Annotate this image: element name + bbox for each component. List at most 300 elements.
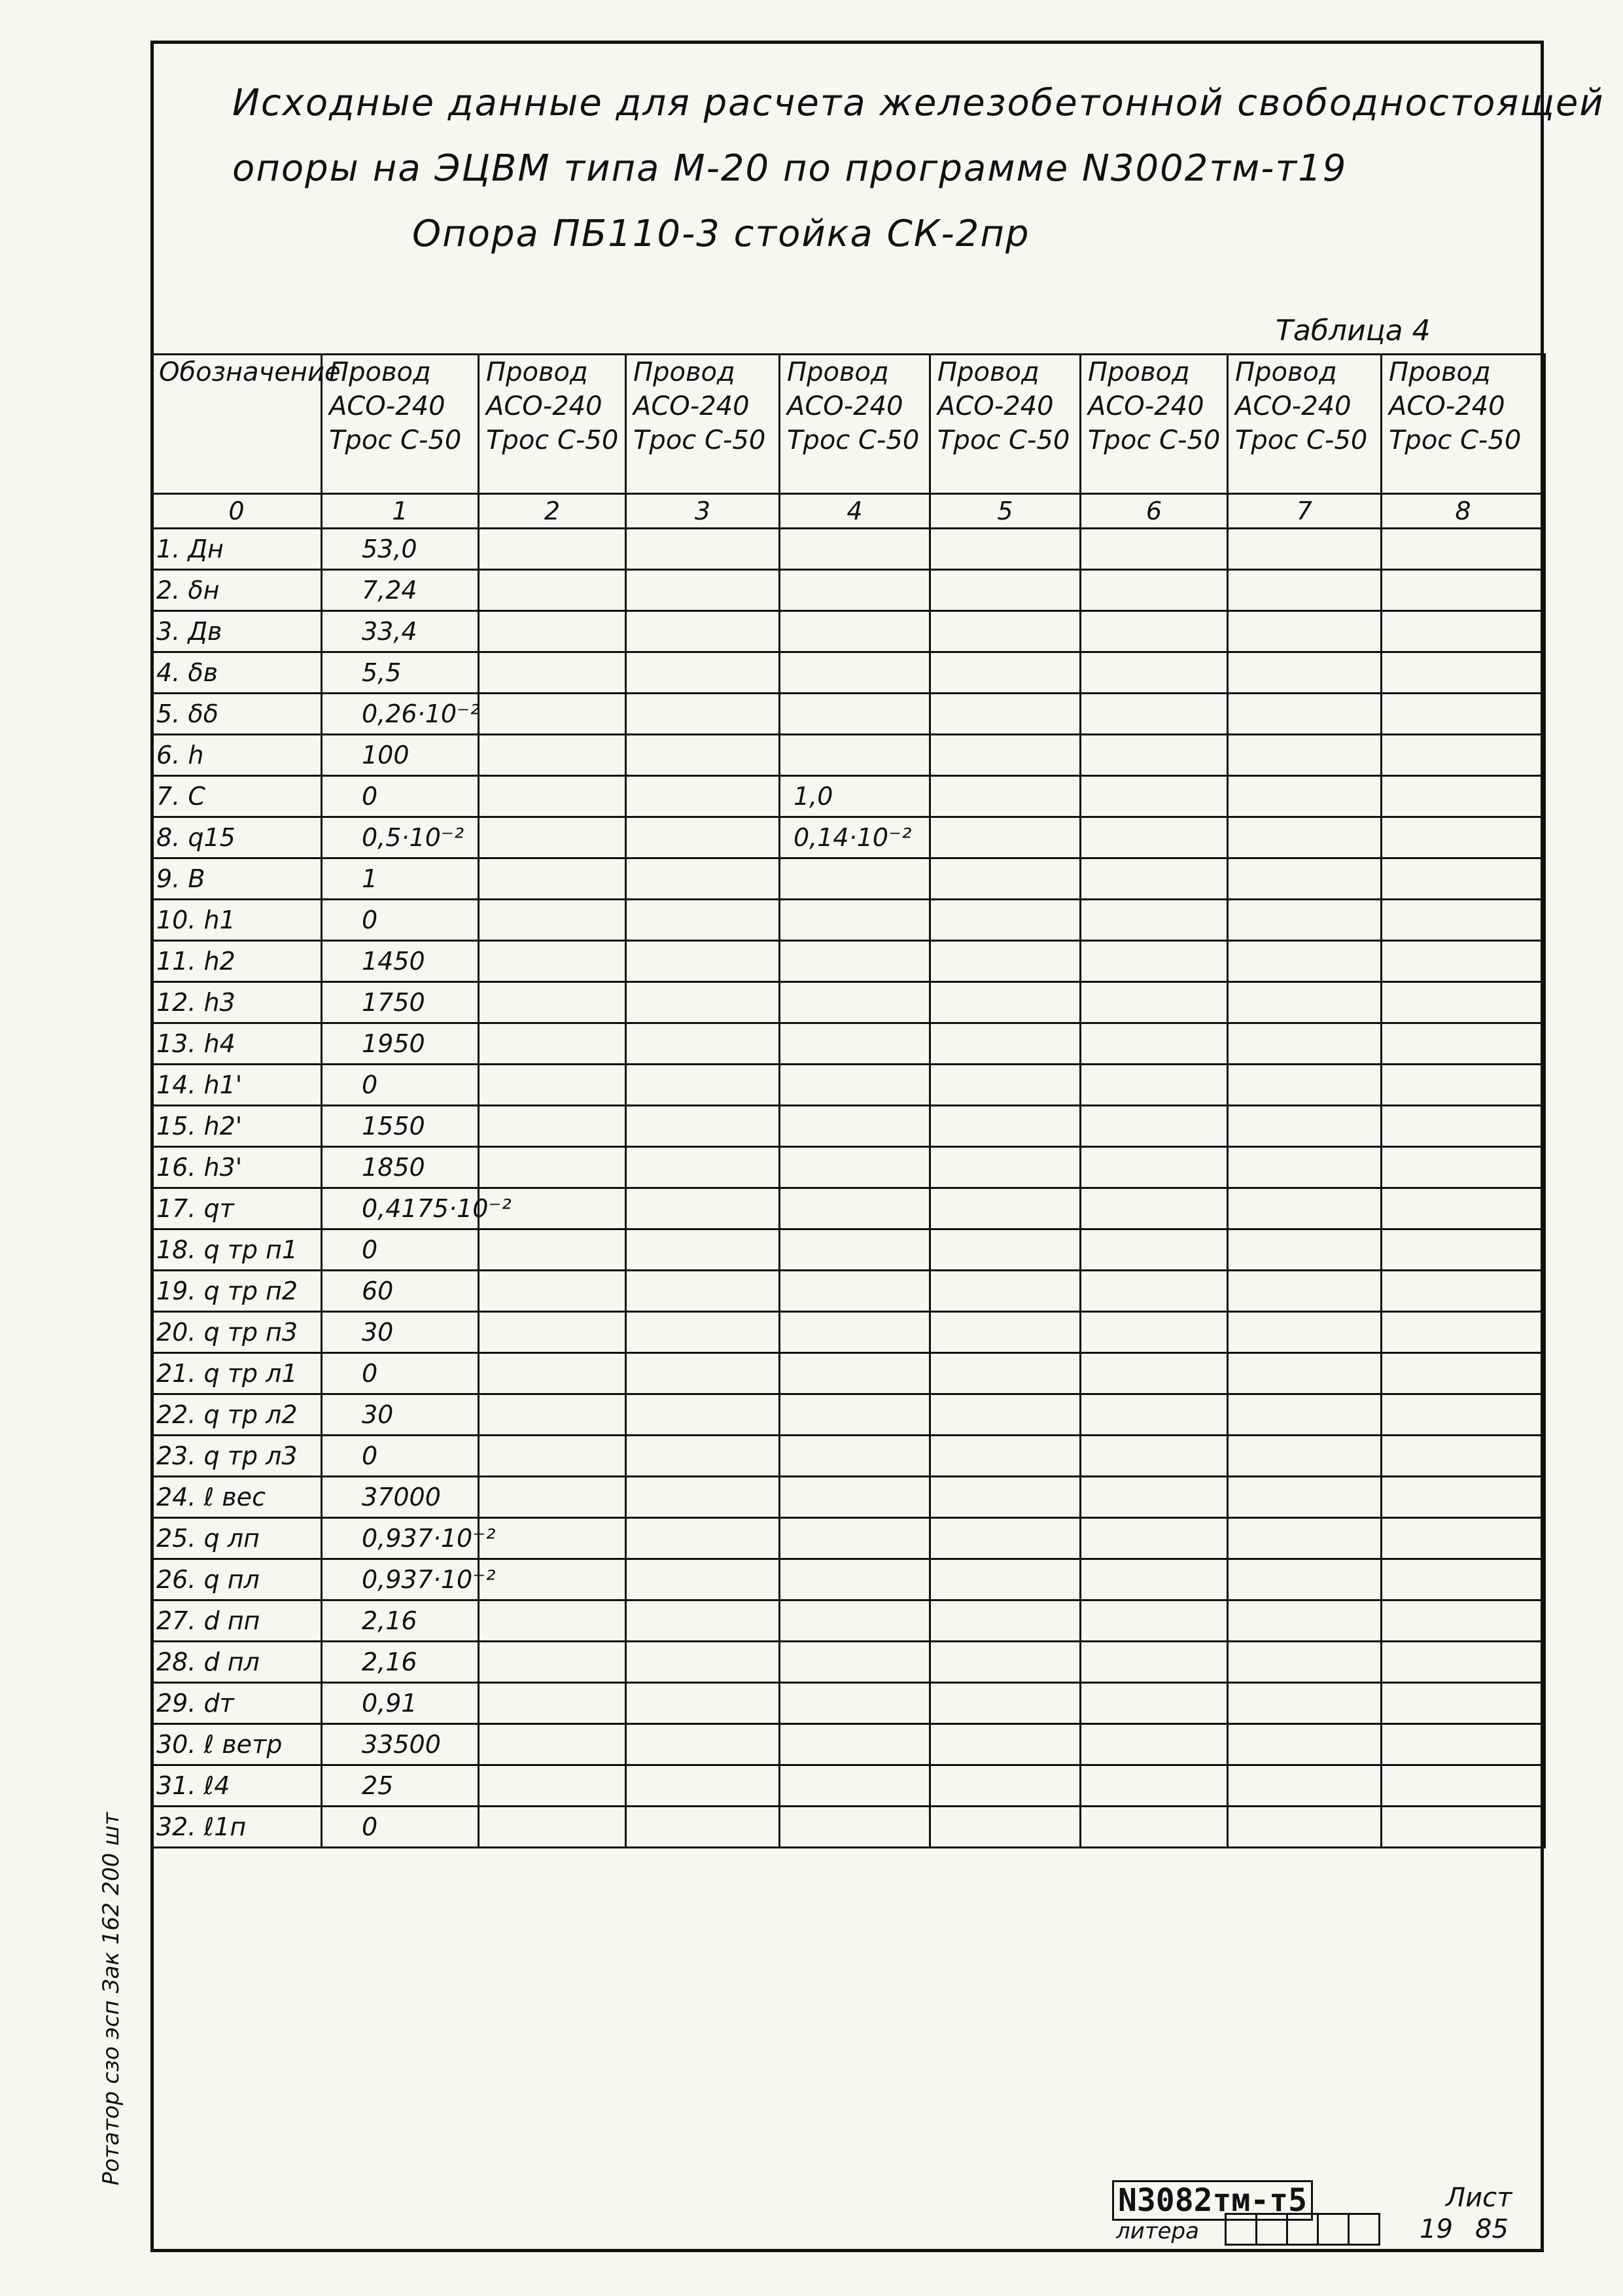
column-header-4 [780,355,930,494]
column-header-text: Трос С-50 [486,425,619,455]
empty-cell [1081,1477,1228,1518]
table-row [152,1559,1545,1600]
empty-cell [1382,1559,1545,1600]
empty-cell [1081,611,1228,652]
empty-cell [479,1518,626,1559]
title-block-stamp [1112,2180,1544,2246]
empty-cell [1382,817,1545,858]
empty-cell [930,1353,1081,1394]
row-value-col4 [780,1600,930,1642]
row-label: 5. δδ [152,694,322,735]
table-row [152,1394,1545,1436]
empty-cell [1081,1436,1228,1477]
empty-cell [930,529,1081,570]
empty-cell [479,1353,626,1394]
row-label: 13. h4 [152,1023,322,1065]
empty-cell [930,652,1081,694]
empty-cell [479,1312,626,1353]
empty-cell [479,529,626,570]
empty-cell [1081,817,1228,858]
empty-cell [930,611,1081,652]
column-header-text: Провод [329,357,431,387]
empty-cell [1382,1724,1545,1765]
empty-cell [479,652,626,694]
empty-cell [1228,941,1382,982]
row-value-col4 [780,1765,930,1807]
empty-cell [1228,529,1382,570]
row-value-col4 [780,1724,930,1765]
empty-cell [930,1312,1081,1353]
row-value-col4 [780,1394,930,1436]
empty-cell [626,1600,780,1642]
empty-cell [626,817,780,858]
row-label: 15. h2' [152,1106,322,1147]
row-value-col4 [780,941,930,982]
empty-cell [930,1724,1081,1765]
column-number-0: 0 [152,494,322,529]
row-value-col1: 60 [322,1271,479,1312]
row-value-col4 [780,1065,930,1106]
empty-cell [626,1312,780,1353]
row-value-col1: 1450 [322,941,479,982]
row-value-col1: 1750 [322,982,479,1023]
empty-cell [626,776,780,817]
empty-cell [1228,1600,1382,1642]
empty-cell [626,694,780,735]
table-row [152,900,1545,941]
row-value-col1: 0 [322,900,479,941]
row-value-col1: 2,16 [322,1642,479,1683]
empty-cell [479,1600,626,1642]
row-label: 9. B [152,858,322,900]
empty-cell [1081,1271,1228,1312]
table-row [152,611,1545,652]
row-value-col1: 0 [322,1807,479,1848]
empty-cell [1081,1765,1228,1807]
table-row [152,858,1545,900]
empty-cell [1081,1807,1228,1848]
empty-cell [479,1394,626,1436]
empty-cell [1382,941,1545,982]
empty-cell [1228,1807,1382,1848]
row-label: 18. q тр п1 [152,1229,322,1271]
column-header-text: Обозначение [159,357,341,387]
empty-cell [1228,776,1382,817]
row-value-col4 [780,858,930,900]
row-value-col4 [780,570,930,611]
document-code: N3082тм-т5 [1112,2180,1313,2221]
row-value-col1: 33500 [322,1724,479,1765]
sheets-total: 85 [1475,2214,1509,2244]
empty-cell [626,941,780,982]
empty-cell [930,900,1081,941]
table-row [152,1065,1545,1106]
row-label: 28. d пл [152,1642,322,1683]
empty-cell [1081,1106,1228,1147]
column-header-text: Трос С-50 [1235,425,1368,455]
empty-cell [930,1271,1081,1312]
litera-cells [1227,2213,1380,2246]
empty-cell [1081,900,1228,941]
row-value-col1: 0 [322,1229,479,1271]
row-value-col4: 1,0 [780,776,930,817]
empty-cell [1228,1477,1382,1518]
empty-cell [1228,735,1382,776]
empty-cell [930,1065,1081,1106]
empty-cell [1228,900,1382,941]
row-value-col4 [780,1518,930,1559]
row-value-col1: 30 [322,1312,479,1353]
row-value-col4 [780,1312,930,1353]
empty-cell [626,1477,780,1518]
empty-cell [479,1065,626,1106]
empty-cell [479,1559,626,1600]
empty-cell [1081,735,1228,776]
table-row [152,1147,1545,1188]
column-header-text: АСО-240 [1235,391,1352,421]
row-value-col4 [780,611,930,652]
row-label: 22. q тр л2 [152,1394,322,1436]
column-header-text: Провод [1235,357,1337,387]
empty-cell [930,1600,1081,1642]
empty-cell [479,1147,626,1188]
column-header-text: Трос С-50 [1088,425,1221,455]
row-label: 23. q тр л3 [152,1436,322,1477]
empty-cell [479,776,626,817]
table-row [152,817,1545,858]
table-row [152,1271,1545,1312]
empty-cell [479,817,626,858]
empty-cell [626,1188,780,1229]
empty-cell [930,941,1081,982]
empty-cell [626,982,780,1023]
title-line-3: Опора ПБ110-3 стойка СК-2пр [412,213,1030,255]
column-header-0 [152,355,341,494]
empty-cell [626,652,780,694]
empty-cell [626,1559,780,1600]
column-number-7: 7 [1228,494,1382,529]
row-value-col4 [780,694,930,735]
row-value-col4 [780,1807,930,1848]
empty-cell [930,735,1081,776]
row-value-col1: 0,26·10⁻² [322,694,479,735]
empty-cell [1081,1353,1228,1394]
row-value-col1: 30 [322,1394,479,1436]
empty-cell [1081,1188,1228,1229]
empty-cell [479,900,626,941]
empty-cell [930,817,1081,858]
row-label: 25. q лп [152,1518,322,1559]
table-row [152,1023,1545,1065]
empty-cell [1382,1065,1545,1106]
row-label: 8. q15 [152,817,322,858]
row-value-col4 [780,1436,930,1477]
empty-cell [930,776,1081,817]
empty-cell [626,1147,780,1188]
table-row [152,1106,1545,1147]
column-number-4: 4 [780,494,930,529]
empty-cell [479,1229,626,1271]
empty-cell [1081,982,1228,1023]
empty-cell [1228,982,1382,1023]
empty-cell [626,1023,780,1065]
row-value-col4 [780,652,930,694]
column-header-text: АСО-240 [486,391,602,421]
empty-cell [1382,570,1545,611]
table-row [152,776,1545,817]
row-value-col4 [780,735,930,776]
table-row [152,1436,1545,1477]
empty-cell [479,1724,626,1765]
table-row [152,1312,1545,1353]
empty-cell [479,1477,626,1518]
empty-cell [1382,1600,1545,1642]
empty-cell [930,1106,1081,1147]
column-header-text: АСО-240 [787,391,903,421]
empty-cell [1382,1683,1545,1724]
row-label: 3. Дв [152,611,322,652]
empty-cell [626,735,780,776]
empty-cell [930,1477,1081,1518]
empty-cell [1382,735,1545,776]
table-row [152,941,1545,982]
row-value-col1: 37000 [322,1477,479,1518]
empty-cell [1382,1353,1545,1394]
empty-cell [1228,1312,1382,1353]
column-number-6: 6 [1081,494,1228,529]
column-header-text: Провод [486,357,588,387]
empty-cell [1382,1271,1545,1312]
empty-cell [1382,1518,1545,1559]
column-header-text: Провод [1389,357,1491,387]
column-header-5 [930,355,1081,494]
sheet-number: 19 [1420,2214,1453,2244]
empty-cell [1228,1394,1382,1436]
column-header-text: Провод [787,357,889,387]
row-label: 4. δв [152,652,322,694]
empty-cell [1228,817,1382,858]
empty-cell [1228,1765,1382,1807]
empty-cell [1228,652,1382,694]
empty-cell [1228,1188,1382,1229]
row-value-col1: 7,24 [322,570,479,611]
table-row [152,1642,1545,1683]
empty-cell [626,1394,780,1436]
empty-cell [479,735,626,776]
empty-cell [626,570,780,611]
empty-cell [626,1807,780,1848]
empty-cell [930,1642,1081,1683]
empty-cell [626,858,780,900]
empty-cell [1228,1023,1382,1065]
column-header-text: Трос С-50 [937,425,1070,455]
empty-cell [1382,858,1545,900]
table-row [152,1683,1545,1724]
empty-cell [626,1106,780,1147]
row-label: 20. q тр п3 [152,1312,322,1353]
empty-cell [1382,1023,1545,1065]
empty-cell [479,1436,626,1477]
row-label: 6. h [152,735,322,776]
empty-cell [1081,1023,1228,1065]
empty-cell [1228,1353,1382,1394]
empty-cell [1081,941,1228,982]
row-value-col4: 0,14·10⁻² [780,817,930,858]
row-label: 32. ℓ1п [152,1807,322,1848]
empty-cell [930,1394,1081,1436]
row-label: 1. Дн [152,529,322,570]
row-label: 11. h2 [152,941,322,982]
row-value-col1: 0,91 [322,1683,479,1724]
empty-cell [930,1765,1081,1807]
empty-cell [1228,1683,1382,1724]
column-header-text: Провод [1088,357,1190,387]
empty-cell [479,1023,626,1065]
empty-cell [1081,1147,1228,1188]
empty-cell [626,1229,780,1271]
row-label: 29. dт [152,1683,322,1724]
empty-cell [1228,611,1382,652]
row-value-col4 [780,1559,930,1600]
empty-cell [930,1807,1081,1848]
row-value-col1: 1850 [322,1147,479,1188]
empty-cell [1081,1065,1228,1106]
empty-cell [1228,694,1382,735]
column-header-2 [479,355,626,494]
empty-cell [1228,1147,1382,1188]
empty-cell [1081,1394,1228,1436]
table-row [152,982,1545,1023]
column-header-text: Трос С-50 [1389,425,1522,455]
row-label: 31. ℓ4 [152,1765,322,1807]
empty-cell [479,941,626,982]
empty-cell [1081,1518,1228,1559]
empty-cell [479,858,626,900]
row-value-col1: 2,16 [322,1600,479,1642]
row-value-col4 [780,1188,930,1229]
row-label: 30. ℓ ветр [152,1724,322,1765]
empty-cell [479,1765,626,1807]
empty-cell [626,900,780,941]
row-value-col1: 5,5 [322,652,479,694]
column-header-text: АСО-240 [1088,391,1204,421]
empty-cell [1081,529,1228,570]
empty-cell [1081,1559,1228,1600]
table-row [152,1765,1545,1807]
empty-cell [930,1188,1081,1229]
row-label: 12. h3 [152,982,322,1023]
empty-cell [1382,1807,1545,1848]
empty-cell [479,1106,626,1147]
column-header-8 [1382,355,1545,494]
empty-cell [479,570,626,611]
row-label: 14. h1' [152,1065,322,1106]
empty-cell [1382,776,1545,817]
empty-cell [1228,1724,1382,1765]
empty-cell [626,1353,780,1394]
empty-cell [930,1518,1081,1559]
print-side-note: Ротатор сзо эсп Зак 162 200 шт [98,1812,124,2185]
empty-cell [1228,570,1382,611]
table-label: Таблица 4 [1276,314,1431,347]
empty-cell [1081,694,1228,735]
column-header-text: Трос С-50 [633,425,766,455]
empty-cell [626,1436,780,1477]
empty-cell [626,1271,780,1312]
title-line-2: опоры на ЭЦВМ типа М-20 по программе N3002тм-т19 [232,147,1348,190]
table-row [152,694,1545,735]
empty-cell [1081,858,1228,900]
empty-cell [1081,776,1228,817]
table-row [152,1600,1545,1642]
empty-cell [930,858,1081,900]
empty-cell [1382,1436,1545,1477]
row-label: 7. C [152,776,322,817]
row-value-col1: 1550 [322,1106,479,1147]
row-label: 10. h1 [152,900,322,941]
empty-cell [1382,1312,1545,1353]
row-label: 16. h3' [152,1147,322,1188]
empty-cell [1382,652,1545,694]
row-value-col1: 0,937·10⁻² [322,1559,479,1600]
empty-cell [1081,570,1228,611]
empty-cell [1382,1229,1545,1271]
row-label: 24. ℓ вес [152,1477,322,1518]
table-row [152,529,1545,570]
column-header-7 [1228,355,1382,494]
column-header-text: АСО-240 [329,391,445,421]
empty-cell [1382,982,1545,1023]
empty-cell [1228,1436,1382,1477]
empty-cell [1382,694,1545,735]
table-row [152,1188,1545,1229]
row-value-col1: 0,4175·10⁻² [322,1188,479,1229]
column-header-text: АСО-240 [1389,391,1505,421]
empty-cell [930,1559,1081,1600]
column-header-text: Трос С-50 [329,425,462,455]
empty-cell [1382,1477,1545,1518]
column-header-text: Провод [633,357,735,387]
empty-cell [626,1065,780,1106]
empty-cell [930,1023,1081,1065]
row-value-col4 [780,1353,930,1394]
table-row [152,1724,1545,1765]
empty-cell [1228,1065,1382,1106]
row-value-col1: 0 [322,1436,479,1477]
data-table [150,353,1546,1848]
empty-cell [626,1642,780,1683]
row-label: 27. d пп [152,1600,322,1642]
table-row [152,652,1545,694]
empty-cell [1382,1188,1545,1229]
empty-cell [479,1683,626,1724]
column-header-1 [322,355,479,494]
empty-cell [1081,1312,1228,1353]
empty-cell [930,1436,1081,1477]
row-value-col1: 25 [322,1765,479,1807]
empty-cell [479,1642,626,1683]
empty-cell [1228,858,1382,900]
row-label: 2. δн [152,570,322,611]
row-value-col4 [780,982,930,1023]
empty-cell [1081,1724,1228,1765]
empty-cell [1228,1518,1382,1559]
empty-cell [1382,1147,1545,1188]
empty-cell [930,570,1081,611]
empty-cell [479,1271,626,1312]
empty-cell [1228,1642,1382,1683]
empty-cell [1081,1229,1228,1271]
